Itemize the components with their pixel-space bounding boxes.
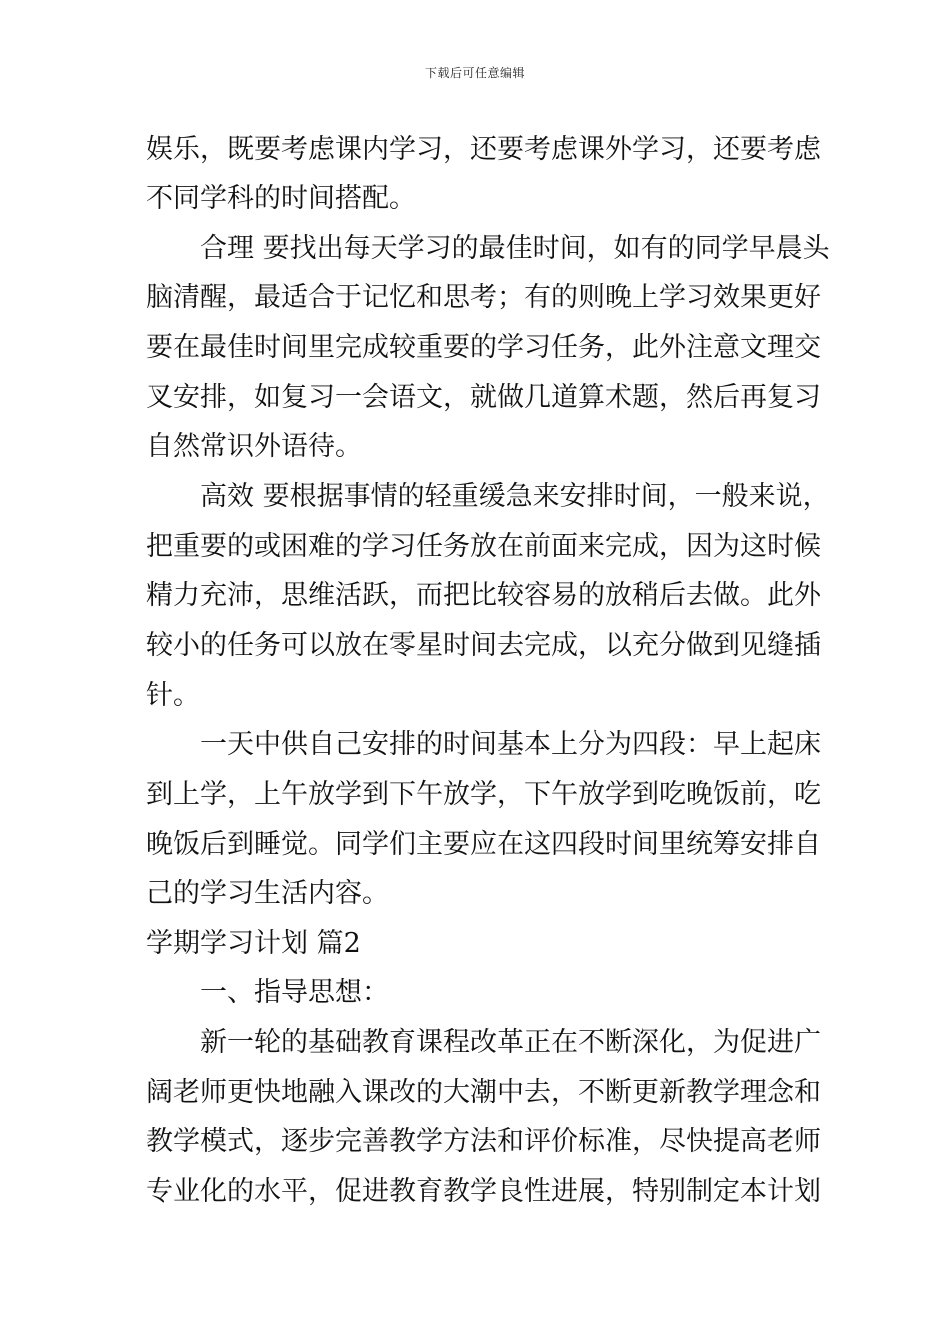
- text-line: 脑清醒，最适合于记忆和思考；有的则晚上学习效果更好: [146, 282, 821, 313]
- text-line: 不同学科的时间搭配。: [146, 183, 416, 214]
- text-line: 合理 要找出每天学习的最佳时间，如有的同学早晨头: [200, 233, 830, 264]
- text-line: 高效 要根据事情的轻重缓急来安排时间，一般来说，: [200, 481, 830, 512]
- text-line: 叉安排，如复习一会语文，就做几道算术题，然后再复习: [146, 382, 821, 413]
- section-heading: 学期学习计划 篇2: [146, 928, 361, 959]
- text-line: 较小的任务可以放在零星时间去完成，以充分做到见缝插: [146, 630, 821, 661]
- text-line: 教学模式，逐步完善教学方法和评价标准，尽快提高老师: [146, 1126, 821, 1157]
- text-line: 要在最佳时间里完成较重要的学习任务，此外注意文理交: [146, 332, 821, 363]
- text-line: 到上学，上午放学到下午放学，下午放学到吃晚饭前，吃: [146, 779, 821, 810]
- text-line: 自然常识外语待。: [146, 431, 362, 462]
- text-line: 新一轮的基础教育课程改革正在不断深化，为促进广: [200, 1027, 821, 1058]
- subsection-heading: 一、指导思想：: [200, 977, 389, 1008]
- text-line: 晚饭后到睡觉。同学们主要应在这四段时间里统筹安排自: [146, 829, 821, 860]
- page-header: 下载后可任意编辑: [424, 66, 525, 80]
- text-line: 一天中供自己安排的时间基本上分为四段：早上起床: [200, 729, 821, 760]
- text-line: 精力充沛，思维活跃，而把比较容易的放稍后去做。此外: [146, 580, 821, 611]
- text-line: 专业化的水平，促进教育教学良性进展，特别制定本计划: [146, 1176, 821, 1207]
- text-line: 己的学习生活内容。: [146, 878, 389, 909]
- text-line: 娱乐，既要考虑课内学习，还要考虑课外学习，还要考虑: [146, 134, 821, 165]
- text-line: 把重要的或困难的学习任务放在前面来完成，因为这时候: [146, 531, 821, 562]
- text-line: 针。: [146, 680, 200, 711]
- text-line: 阔老师更快地融入课改的大潮中去，不断更新教学理念和: [146, 1077, 821, 1108]
